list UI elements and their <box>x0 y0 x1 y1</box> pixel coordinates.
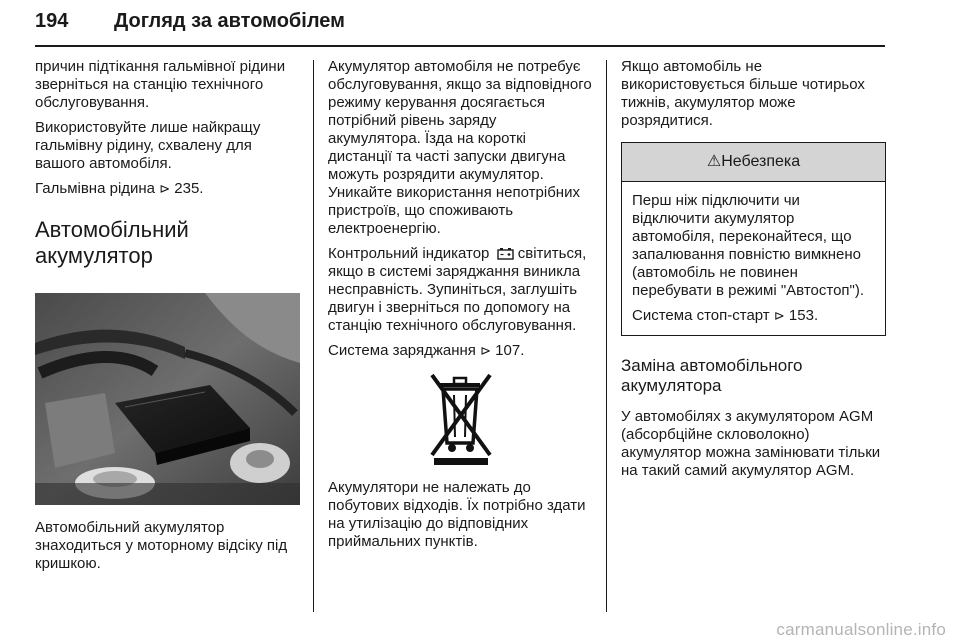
brake-fluid-advice-text: Використовуйте лише найкращу гальмівну рідину, схвалену для вашого автомобіля. <box>35 119 261 172</box>
column-middle <box>328 58 593 558</box>
column-left <box>35 58 300 580</box>
reference-text: Система заряджання <box>328 342 476 359</box>
reference-page-link[interactable]: 107. <box>495 342 525 359</box>
reference-text: Гальмівна рідина <box>35 180 156 197</box>
column-divider-1 <box>313 60 314 612</box>
crossed-out-bin-icon <box>424 369 500 465</box>
agm-battery-text: У автомобілях з акумулятором AGM (абсорбційне скловолокно) акумулятор можна замінювати тільки на такий самий акумулятор AGM. <box>621 408 881 479</box>
cross-reference-icon: ⊳ <box>773 309 785 324</box>
charge-indicator-text <box>328 245 593 335</box>
charging-system-reference <box>328 342 593 361</box>
reference-page-link[interactable]: 235. <box>174 180 204 197</box>
reference-text: Система стоп-старт <box>632 307 770 324</box>
cross-reference-icon: ⊳ <box>480 344 491 359</box>
section-heading-battery: Автомобільний акумулятор <box>35 217 189 268</box>
page-header <box>35 6 885 46</box>
warning-body <box>622 182 885 335</box>
engine-bay-photo <box>35 293 300 505</box>
warning-text: Перш ніж підключити чи відключити акумулятор автомобіля, переконайтеся, що запалювання повністю вимкнено (автомобіль не повинен перебувати в режимі "Автостоп"). <box>632 192 865 299</box>
danger-warning-box <box>621 142 886 336</box>
brake-fluid-reference <box>35 180 300 199</box>
running-title: Догляд за автомобілем <box>114 10 345 32</box>
stop-start-reference <box>632 307 875 326</box>
subheading-battery-replacement: Заміна автомобільного акумулятора <box>621 356 803 395</box>
battery-maintenance-text: Акумулятор автомобіля не потребує обслуговування, якщо за відповідного режиму керування досягається потрібний рівень заряду акумулятора. Їзда на короткі дистанції та часті запуски двигуна можуть розрядити акумулятор. Уникайте використання непотрібних пристроїв, що споживають електроенергію. <box>328 58 592 237</box>
header-rule <box>35 45 885 47</box>
battery-warning-icon <box>497 247 514 260</box>
warning-icon: ⚠ <box>706 153 722 170</box>
warning-title: Небезпека <box>721 153 801 170</box>
reference-page-link[interactable]: 153. <box>788 307 819 324</box>
column-divider-2 <box>606 60 607 612</box>
column-right <box>621 58 886 487</box>
brake-fluid-leak-text: причин підтікання гальмівної рідини зверніться на станцію технічного обслуговування. <box>35 58 286 111</box>
cross-reference-icon: ⊳ <box>159 182 171 197</box>
battery-location-caption: Автомобільний акумулятор знаходиться у моторному відсіку під кришкою. <box>35 519 288 572</box>
indicator-text-after: світиться, якщо в системі заряджання виникла несправність. Зупиніться, заглушіть двигун і зверніться по допомогу на станцію технічного обслуговування. <box>328 245 587 334</box>
page-number: 194 <box>35 10 69 32</box>
indicator-text-before: Контрольний індикатор <box>328 245 490 262</box>
long-parking-text: Якщо автомобіль не використовується більше чотирьох тижнів, акумулятор може розрядитися. <box>621 58 865 129</box>
battery-disposal-text: Акумулятори не належать до побутових відходів. Їх потрібно здати на утилізацію до відповідних приймальних пунктів. <box>328 479 586 550</box>
warning-header <box>622 143 885 182</box>
watermark: carmanualsonline.info <box>776 620 946 639</box>
